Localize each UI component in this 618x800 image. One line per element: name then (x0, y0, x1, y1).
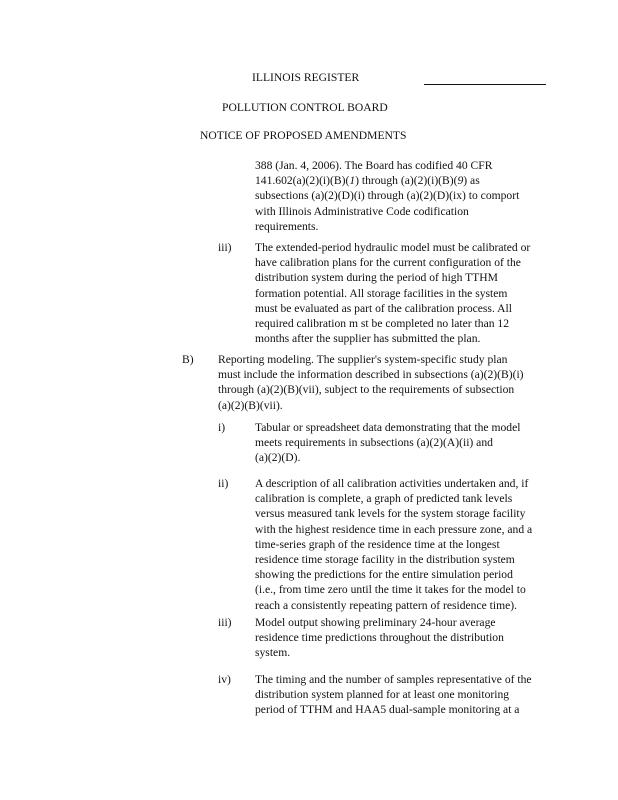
text-line: distribution system planned for at least one monitoring (255, 688, 510, 702)
text-line: Tabular or spreadsheet data demonstrating that the model (255, 421, 521, 434)
text-line: system. (255, 646, 291, 660)
text-line: subsections (a)(2)(D)(i) through (a)(2)(D)(ix) to comport (255, 189, 520, 203)
text-line: calibration is complete, a graph of predicted tank levels (255, 492, 513, 506)
text-line: months after the supplier has submitted the plan. (255, 332, 481, 346)
text-line: The timing and the number of samples representative of the (255, 673, 532, 686)
text-line: time-series graph of the residence time at the longest (255, 537, 500, 551)
text-line: 388 (Jan. 4, 2006). The Board has codified 40 CFR (255, 159, 493, 172)
text-line: must be evaluated as part of the calibration process. All (255, 301, 512, 315)
item-iv-paragraph (255, 672, 532, 718)
issue-number-blank (424, 84, 546, 85)
text-line: have calibration plans for the current configuration of the (255, 256, 521, 270)
text-line: 141.602(a)(2)(i)(B)(1) through (a)(2)(i)(B)(9) as (255, 174, 480, 188)
text-line: required calibration m st be completed no later than 12 (255, 317, 510, 331)
item-iii-marker: iii) (218, 241, 232, 254)
text-line: (a)(2)(B)(vii). (218, 398, 283, 412)
text-line: reach a consistently repeating pattern of residence time). (255, 598, 518, 612)
register-title: ILLINOIS REGISTER (252, 71, 360, 84)
board-title: POLLUTION CONTROL BOARD (222, 101, 388, 114)
text-line: (i.e., from time zero until the time it takes for the model to (255, 583, 526, 597)
item-iii-b-marker: iii) (218, 616, 232, 629)
text-line: residence time storage facility in the distribution system (255, 553, 515, 567)
section-b-paragraph (218, 352, 524, 413)
item-ii-paragraph (255, 476, 532, 613)
text-line: through (a)(2)(B)(vii), subject to the requirements of subsection (218, 383, 515, 397)
text-line: meets requirements in subsections (a)(2)(A)(ii) and (255, 436, 493, 450)
italic-nine: 9 (457, 174, 464, 188)
text-line: Model output showing preliminary 24-hour average (255, 616, 496, 629)
notice-title: NOTICE OF PROPOSED AMENDMENTS (200, 129, 407, 142)
item-i-paragraph (255, 420, 520, 466)
text-line: requirements. (255, 219, 319, 233)
text-line: formation potential. All storage facilities in the system (255, 286, 508, 300)
italic-one: 1 (349, 174, 356, 188)
text-line: Reporting modeling. The supplier's system-specific study plan (218, 353, 508, 366)
text-line: with Illinois Administrative Code codification (255, 204, 469, 218)
item-iii-paragraph (255, 240, 530, 346)
text-line: (a)(2)(D). (255, 451, 301, 465)
continuation-paragraph (255, 158, 519, 234)
text-line: A description of all calibration activities undertaken and, if (255, 477, 529, 490)
item-i-marker: i) (218, 421, 226, 434)
text-line: period of TTHM and HAA5 dual-sample monitoring at a (255, 703, 520, 717)
text-line: residence time predictions throughout the distribution (255, 631, 504, 645)
text-line: distribution system during the period of high TTHM (255, 271, 498, 285)
text-line: must include the information described in subsections (a)(2)(B)(i) (218, 368, 524, 382)
text-line: with the highest residence time in each pressure zone, and a (255, 522, 533, 536)
section-b-marker: B) (182, 353, 194, 366)
text-line: versus measured tank levels for the system storage facility (255, 507, 526, 521)
item-iii-b-paragraph (255, 615, 504, 661)
text-line: The extended-period hydraulic model must be calibrated or (255, 241, 531, 254)
item-ii-marker: ii) (218, 477, 229, 490)
text-line: showing the predictions for the entire simulation period (255, 568, 513, 582)
item-iv-marker: iv) (218, 673, 231, 686)
